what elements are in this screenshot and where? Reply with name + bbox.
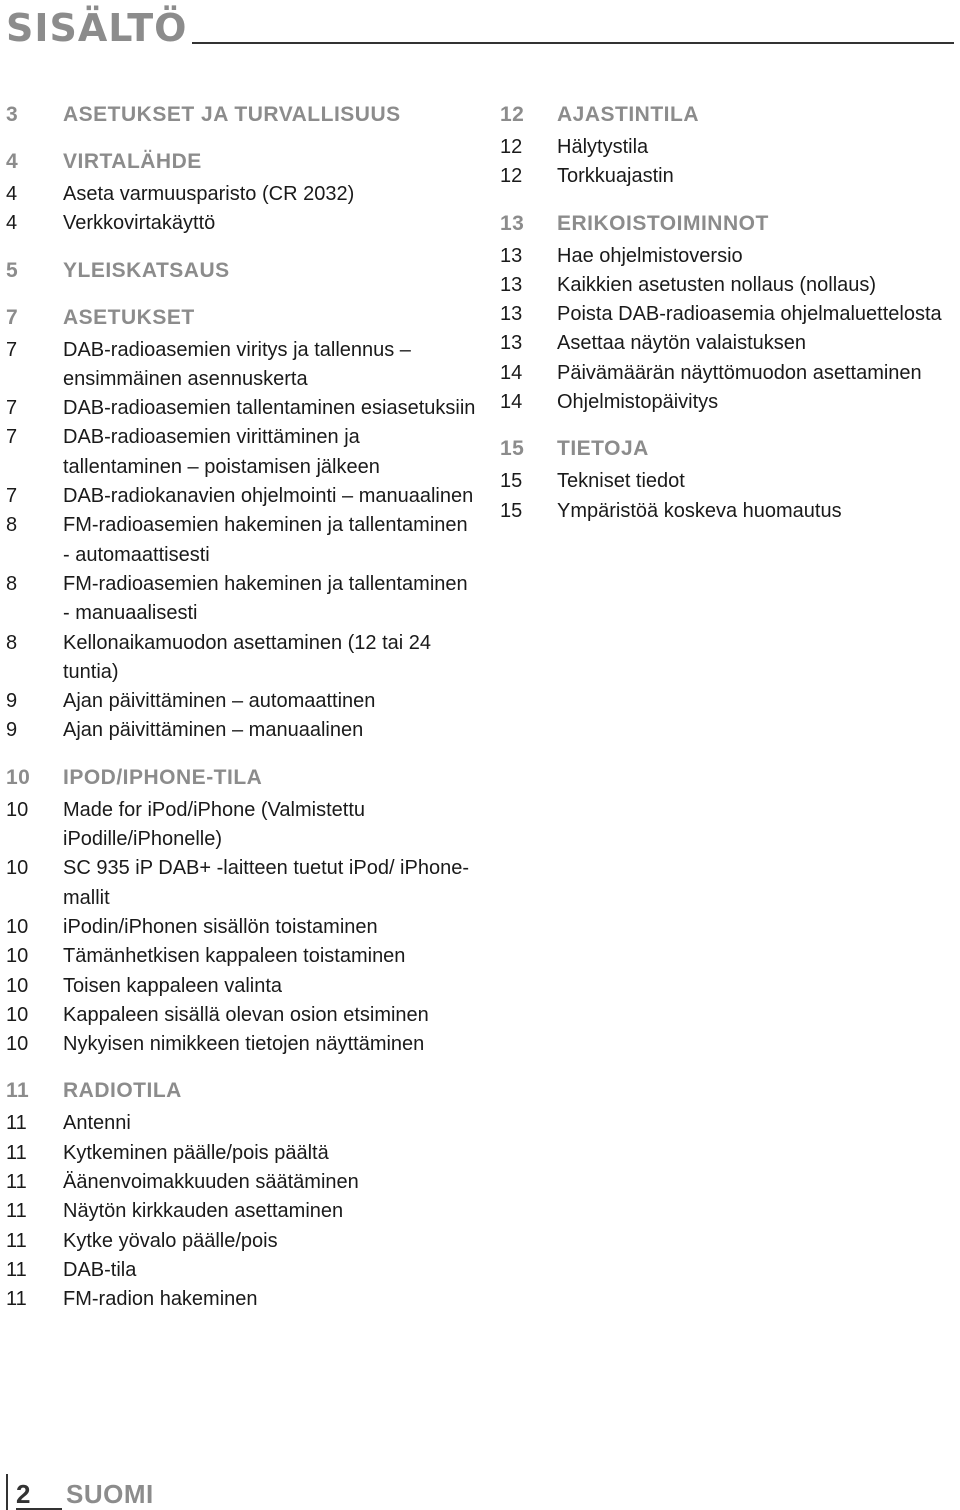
entry-text: Asettaa näytön valaistuksen [557,332,807,355]
toc-column-left [6,100,476,1332]
entry-page-number: 11 [6,1141,27,1164]
page-title: SISÄLTÖ [6,6,188,50]
entry-page-number: 10 [6,915,29,938]
section-heading [6,1076,476,1106]
entry-page-number: 13 [500,244,523,267]
entry-text: DAB-tila [63,1258,137,1281]
entry-page-number: 7 [6,338,18,361]
toc-section [6,100,476,130]
section-title: YLEISKATSAUS [63,258,230,282]
toc-entry [6,1285,476,1314]
entry-page-number: 10 [6,798,29,821]
entry-text: Hae ohjelmistoversio [557,244,743,267]
entry-page-number: 11 [6,1288,27,1311]
entry-page-number: 10 [6,857,29,880]
toc-entry [6,180,476,209]
footer-language: SUOMI [66,1479,154,1509]
entry-page-number: 12 [500,136,523,158]
section-heading [6,256,476,286]
entry-page-number: 10 [6,974,29,997]
section-page-number: 10 [6,765,31,789]
entry-page-number: 4 [6,212,18,235]
toc-entry [6,1197,476,1226]
section-title: RADIOTILA [63,1079,182,1103]
entry-text: Äänenvoimakkuuden säätäminen [63,1171,359,1194]
toc-section [6,256,476,286]
toc-entry [6,942,476,971]
toc-entry [6,1168,476,1197]
entry-page-number: 7 [6,397,18,420]
toc-entry [6,1030,476,1059]
toc-entry [500,467,955,496]
entry-text: FM-radioasemien hakeminen ja tallentaminen - automaattisesti [63,514,468,566]
entry-text: Toisen kappaleen valinta [63,974,283,997]
toc-section [6,303,476,746]
section-page-number: 13 [500,211,525,235]
toc-column-right [500,100,955,543]
toc-entry [6,854,476,913]
toc-entry [6,913,476,942]
entry-page-number: 11 [6,1171,27,1194]
section-page-number: 11 [6,1079,30,1103]
toc-entry [500,497,955,526]
entry-page-number: 7 [6,426,18,449]
toc-entry [6,1256,476,1285]
section-page-number: 7 [6,305,19,329]
toc-entry [500,242,955,271]
entry-page-number: 13 [500,332,523,355]
entry-page-number: 8 [6,514,18,537]
toc-section [6,763,476,1060]
entry-text: Päivämäärän näyttömuodon asettaminen [557,361,922,384]
entry-page-number: 10 [6,1033,29,1056]
entry-text: DAB-radioasemien tallentaminen esiasetuksiin [63,397,476,420]
entry-page-number: 8 [6,572,18,595]
page-footer [6,1474,306,1510]
entry-text: Antenni [63,1112,131,1135]
entry-page-number: 14 [500,391,523,414]
entry-page-number: 13 [500,303,523,326]
entry-text: Verkkovirtakäyttö [63,212,216,235]
toc-entry [6,482,476,511]
toc-entry [6,796,476,855]
toc-entry [6,1109,476,1138]
section-title: VIRTALÄHDE [63,150,202,173]
toc-entry [6,336,476,395]
toc-entry [6,716,476,745]
entry-page-number: 7 [6,485,18,508]
entry-text: Nykyisen nimikkeen tietojen näyttäminen [63,1033,425,1056]
section-page-number: 3 [6,103,19,126]
section-heading [500,209,955,239]
entry-text: Ajan päivittäminen – manuaalinen [63,719,364,742]
page-header [6,0,954,52]
toc-entry [500,388,955,417]
toc-entry [6,511,476,570]
entry-page-number: 4 [6,183,18,205]
toc-entry [500,133,955,162]
entry-page-number: 14 [500,361,523,384]
entry-text: Kellonaikamuodon asettaminen (12 tai 24 tuntia) [63,631,432,683]
section-page-number: 4 [6,150,19,173]
entry-text: FM-radion hakeminen [63,1288,258,1311]
entry-page-number: 10 [6,945,29,968]
entry-page-number: 10 [6,1003,29,1026]
toc-entry [6,1139,476,1168]
toc-entry [500,300,955,329]
entry-text: iPodin/iPhonen sisällön toistaminen [63,915,378,938]
entry-text: DAB-radioasemien viritys ja tallennus – ensimmäinen asennuskerta [63,338,411,390]
entry-page-number: 11 [6,1112,27,1135]
entry-text: FM-radioasemien hakeminen ja tallentaminen - manuaalisesti [63,572,468,625]
entry-text: Poista DAB-radioasemia ohjelmaluettelosta [557,303,942,326]
entry-page-number: 8 [6,631,18,654]
section-title: AJASTINTILA [557,103,699,126]
section-page-number: 5 [6,258,19,282]
entry-text: Näytön kirkkauden asettaminen [63,1200,344,1223]
toc-entry [500,359,955,388]
entry-text: Kappaleen sisällä olevan osion etsiminen [63,1003,429,1026]
entry-text: SC 935 iP DAB+ -laitteen tuetut iPod/ iPhone-mallit [63,857,469,909]
entry-text: Ympäristöä koskeva huomautus [557,499,842,522]
entry-page-number: 11 [6,1200,27,1223]
toc-entry [500,329,955,358]
toc-section [500,209,955,418]
entry-page-number: 9 [6,719,18,742]
toc-entry [6,570,476,629]
entry-page-number: 15 [500,499,523,522]
toc-entry [6,1001,476,1030]
toc-entry [6,1227,476,1256]
section-heading [6,303,476,333]
entry-text: Ajan päivittäminen – automaattinen [63,690,376,713]
toc-section [500,434,955,526]
toc-entry [6,687,476,716]
entry-text: Tekniset tiedot [557,470,685,493]
section-heading [500,100,955,130]
section-title: TIETOJA [557,437,649,461]
toc-entry [6,394,476,423]
section-page-number: 12 [500,103,525,126]
footer-page-number: 2 [16,1479,31,1509]
section-heading [6,147,476,177]
toc-entry [500,271,955,300]
toc-entry [6,423,476,482]
entry-text: Hälytystila [557,136,649,158]
entry-page-number: 11 [6,1258,27,1281]
entry-text: Aseta varmuusparisto (CR 2032) [63,183,355,205]
toc-section [6,1076,476,1314]
entry-page-number: 9 [6,690,18,713]
entry-text: Tämänhetkisen kappaleen toistaminen [63,945,406,968]
section-heading [500,434,955,464]
entry-text: Torkkuajastin [557,165,674,188]
entry-text: Kytkeminen päälle/pois päältä [63,1141,329,1164]
section-title: ASETUKSET JA TURVALLISUUS [63,103,401,126]
entry-page-number: 12 [500,165,523,188]
entry-text: Kaikkien asetusten nollaus (nollaus) [557,273,877,296]
toc-entry [6,629,476,688]
toc-section [6,147,476,239]
entry-text: Kytke yövalo päälle/pois [63,1229,278,1252]
entry-page-number: 11 [6,1229,27,1252]
toc-section [500,100,955,192]
entry-text: DAB-radioasemien virittäminen ja tallentaminen – poistamisen jälkeen [63,426,380,478]
entry-text: Ohjelmistopäivitys [557,391,719,414]
section-heading [6,100,476,130]
section-title: IPOD/IPHONE-TILA [63,765,263,789]
title-rule [192,42,954,44]
entry-page-number: 13 [500,273,523,296]
footer-bar [6,1474,8,1510]
section-heading [6,763,476,793]
toc-entry [6,209,476,238]
entry-text: DAB-radiokanavien ohjelmointi – manuaalinen [63,485,474,508]
entry-page-number: 15 [500,470,523,493]
section-title: ERIKOISTOIMINNOT [557,211,769,235]
section-page-number: 15 [500,437,525,461]
entry-text: Made for iPod/iPhone (Valmistettu iPodille/iPhonelle) [63,798,366,851]
section-title: ASETUKSET [63,305,195,329]
toc-entry [500,162,955,191]
toc-entry [6,972,476,1001]
